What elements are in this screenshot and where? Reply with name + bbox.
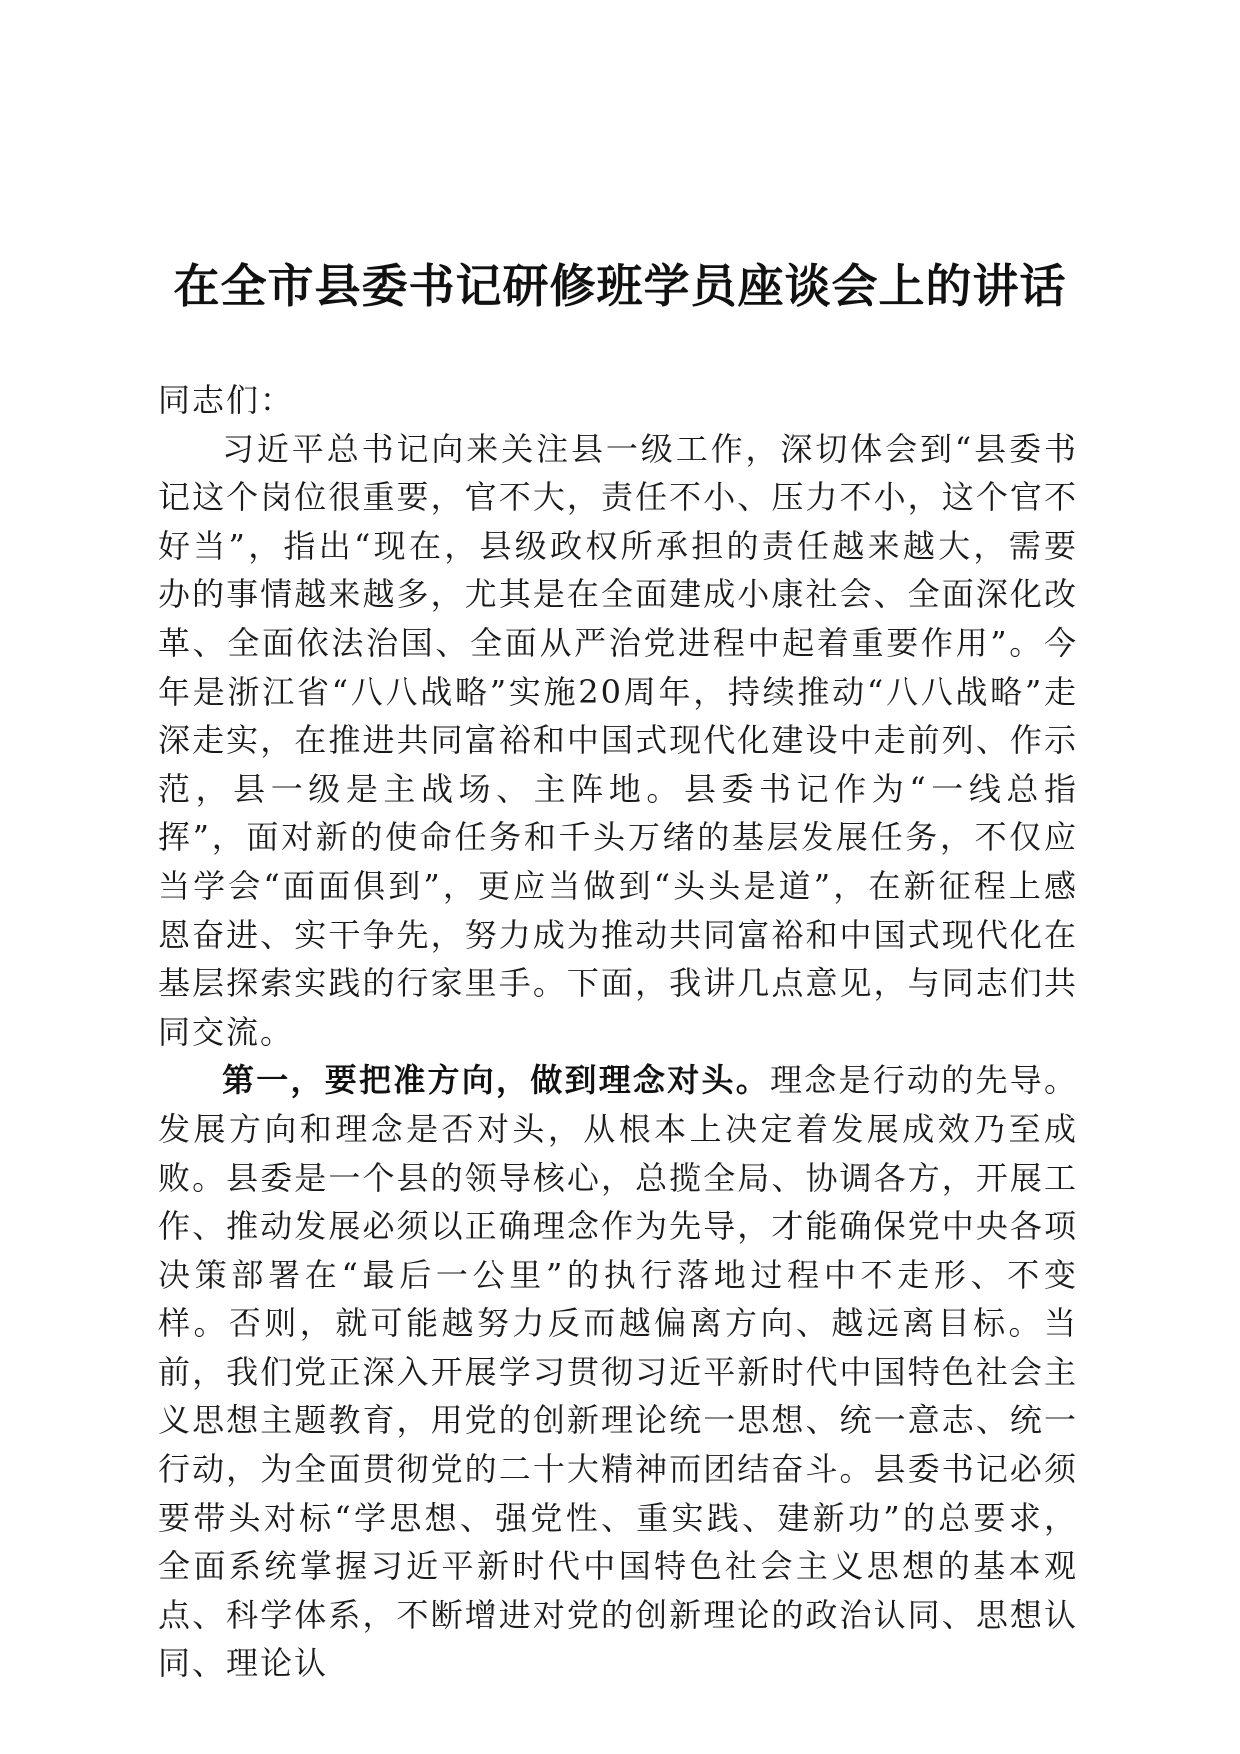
page-title: 在全市县委书记研修班学员座谈会上的讲话 <box>173 259 1067 313</box>
paragraph-first-point <box>158 1056 1078 1688</box>
paragraph-first-point-body: 理念是行动的先导。发展方向和理念是否对头，从根本上决定着发展成效乃至成败。县委是一个县的领导核心，总揽全局、协调各方，开展工作、推动发展必须以正确理念作为先导，才能确保党中央各项决策部署在“最后一公里”的执行落地过程中不走形、不变样。否则，就可能越努力反而越偏离方向、越远离目标。当前，我们党正深入开展学习贯彻习近平新时代中国特色社会主义思想主题教育，用党的创新理论统一思想、统一意志、统一行动，为全面贯彻党的二十大精神而团结奋斗。县委书记必须要带头对标“学思想、强党性、重实践、建新功”的总要求，全面系统掌握习近平新时代中国特色社会主义思想的基本观点、科学体系，不断增进对党的创新理论的政治认同、思想认同、理论认 <box>158 1061 1078 1683</box>
document-body <box>158 376 1078 1688</box>
paragraph-lead-heading: 第一，要把准方向，做到理念对头。 <box>222 1061 770 1100</box>
salutation: 同志们： <box>158 381 295 419</box>
paragraph-intro: 习近平总书记向来关注县一级工作，深切体会到“县委书记这个岗位很重要，官不大，责任不小、压力不小，这个官不好当”，指出“现在，县级政权所承担的责任越来越大，需要办的事情越来越多，尤其是在全面建成小康社会、全面深化改革、全面依法治国、全面从严治党进程中起着重要作用”。今年是浙江省“八八战略”实施20周年，持续推动“八八战略”走深走实，在推进共同富裕和中国式现代化建设中走前列、作示范，县一级是主战场、主阵地。县委书记作为“一线总指挥”，面对新的使命任务和千头万绪的基层发展任务，不仅应当学会“面面俱到”，更应当做到“头头是道”，在新征程上感恩奋进、实干争先，努力成为推动共同富裕和中国式现代化在基层探索实践的行家里手。下面，我讲几点意见，与同志们共同交流。 <box>158 429 1078 1051</box>
